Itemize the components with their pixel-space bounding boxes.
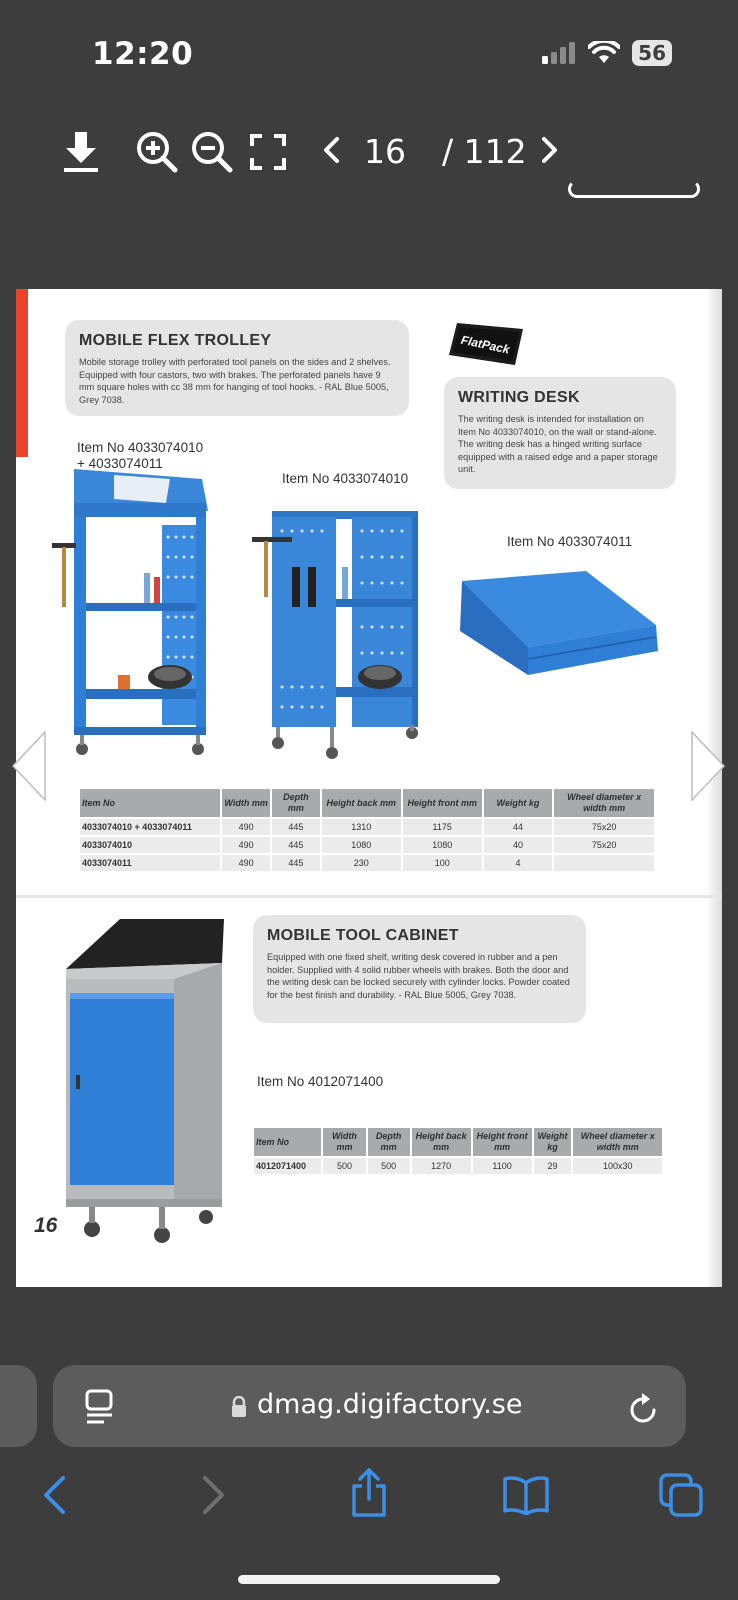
zoom-out-icon[interactable] bbox=[190, 130, 234, 174]
table-cell: 500 bbox=[323, 1156, 365, 1174]
table-header: Height front mm bbox=[403, 789, 482, 817]
total-pages: / 112 bbox=[442, 132, 527, 171]
item-label-trolley: Item No 4033074010 bbox=[282, 471, 409, 486]
previous-page-arrow-icon[interactable] bbox=[11, 730, 47, 802]
table-cell: 29 bbox=[534, 1156, 572, 1174]
table-cell: 490 bbox=[222, 835, 270, 853]
table-cell: 1080 bbox=[403, 835, 482, 853]
url-text[interactable]: dmag.digifactory.se bbox=[257, 1389, 523, 1420]
trolley-info-box bbox=[65, 320, 409, 416]
table-row bbox=[80, 817, 654, 835]
table-cell: 1175 bbox=[403, 817, 482, 835]
table-cell: 445 bbox=[272, 835, 320, 853]
next-page-icon[interactable] bbox=[541, 136, 559, 164]
table-cell: 445 bbox=[272, 853, 320, 871]
next-page-arrow-icon[interactable] bbox=[690, 730, 726, 802]
table-cell: 1310 bbox=[322, 817, 401, 835]
back-icon[interactable] bbox=[41, 1475, 67, 1515]
table-header: Depth mm bbox=[368, 1128, 410, 1156]
table-cell: 1080 bbox=[322, 835, 401, 853]
table-cell: 40 bbox=[484, 835, 553, 853]
table-cell: 1100 bbox=[473, 1156, 532, 1174]
table-cell bbox=[554, 853, 654, 871]
table-row bbox=[80, 835, 654, 853]
status-icons bbox=[542, 40, 672, 66]
trolley-description: Mobile storage trolley with perforated tool panels on the sides and 2 shelves. Equipped with four castors, two with brakes. The perforated panels have 9 mm square holes with cc 38 mm for hanging of tool hooks. - RAL Blue 5005, Grey 7038. bbox=[79, 357, 391, 405]
page-slider[interactable] bbox=[568, 180, 700, 198]
table-header: Height back mm bbox=[412, 1128, 471, 1156]
table-header: Wheel diameter x width mm bbox=[554, 789, 654, 817]
table-header: Weight kg bbox=[534, 1128, 572, 1156]
page-number: 16 bbox=[34, 1214, 58, 1237]
battery-indicator: 56 bbox=[632, 40, 672, 66]
bookmarks-icon[interactable] bbox=[502, 1475, 550, 1515]
table-row bbox=[80, 853, 654, 871]
tabs-icon[interactable] bbox=[659, 1473, 703, 1517]
prev-page-icon[interactable] bbox=[322, 136, 340, 164]
trolley-image bbox=[252, 507, 422, 767]
cabinet-spec-table bbox=[252, 1128, 664, 1174]
table-header: Height back mm bbox=[322, 789, 401, 817]
table-cell: 445 bbox=[272, 817, 320, 835]
trolley-title: MOBILE FLEX TROLLEY bbox=[79, 332, 272, 349]
zoom-in-icon[interactable] bbox=[135, 130, 179, 174]
wifi-icon bbox=[588, 41, 620, 65]
table-cell: 75x20 bbox=[554, 817, 654, 835]
table-header: Height front mm bbox=[473, 1128, 532, 1156]
share-icon[interactable] bbox=[349, 1468, 389, 1518]
table-cell: 1270 bbox=[412, 1156, 471, 1174]
table-cell: 4012071400 bbox=[254, 1156, 321, 1174]
table-header-row bbox=[254, 1128, 662, 1156]
item-label-desk: Item No 4033074011 bbox=[507, 534, 633, 549]
desk-title: WRITING DESK bbox=[458, 389, 580, 406]
reader-icon[interactable] bbox=[84, 1389, 116, 1425]
desk-description: The writing desk is intended for installation on Item No 4033074010, on the wall or stand-alone. The writing desk has a hinged writing surface equipped with a raised edge and a paper storage unit. bbox=[458, 414, 658, 475]
cabinet-title: MOBILE TOOL CABINET bbox=[267, 927, 459, 944]
table-row bbox=[254, 1156, 662, 1174]
table-cell: 100x30 bbox=[573, 1156, 662, 1174]
previous-tab-preview[interactable] bbox=[0, 1365, 37, 1447]
tool-cabinet-image bbox=[64, 917, 234, 1247]
table-cell: 230 bbox=[322, 853, 401, 871]
table-cell: 500 bbox=[368, 1156, 410, 1174]
table-cell: 100 bbox=[403, 853, 482, 871]
table-cell: 490 bbox=[222, 817, 270, 835]
signal-icon bbox=[542, 42, 576, 64]
table-header: Item No bbox=[80, 789, 220, 817]
current-page-number[interactable]: 16 bbox=[364, 132, 406, 171]
fullscreen-icon[interactable] bbox=[250, 134, 286, 170]
desk-info-box bbox=[444, 377, 676, 489]
table-header: Depth mm bbox=[272, 789, 320, 817]
forward-icon[interactable] bbox=[201, 1475, 227, 1515]
svg-text:FlatPack: FlatPack bbox=[459, 332, 511, 357]
table-cell: 490 bbox=[222, 853, 270, 871]
table-cell: 44 bbox=[484, 817, 553, 835]
table-header: Item No bbox=[254, 1128, 321, 1156]
trolley-spec-table bbox=[78, 789, 656, 871]
table-header: Width mm bbox=[323, 1128, 365, 1156]
table-cell: 4033074010 + 4033074011 bbox=[80, 817, 220, 835]
item-label-combo-line1: Item No 4033074010 bbox=[77, 440, 204, 455]
table-cell: 4033074011 bbox=[80, 853, 220, 871]
cabinet-description: Equipped with one fixed shelf, writing desk covered in rubber and a pen holder. Supplied with 4 solid rubber wheels with brakes. Both the door and the writing desk can be locked securely with cylinder locks. Powder coated for the best finish and durability. - RAL Blue 5005, Grey 7038. bbox=[267, 952, 570, 1000]
home-indicator[interactable] bbox=[238, 1575, 500, 1584]
status-time: 12:20 bbox=[92, 36, 194, 72]
flatpack-logo bbox=[447, 319, 525, 367]
item-label-cabinet: Item No 4012071400 bbox=[257, 1074, 384, 1089]
table-header-row bbox=[80, 789, 654, 817]
writing-desk-image bbox=[456, 569, 666, 689]
reload-icon[interactable] bbox=[629, 1392, 659, 1424]
table-header: Weight kg bbox=[484, 789, 553, 817]
lock-icon bbox=[231, 1396, 247, 1418]
document-page bbox=[16, 289, 722, 1287]
table-header: Width mm bbox=[222, 789, 270, 817]
table-cell: 4 bbox=[484, 853, 553, 871]
table-cell: 75x20 bbox=[554, 835, 654, 853]
accent-bar bbox=[16, 289, 28, 457]
trolley-with-desk-image bbox=[52, 467, 217, 762]
item-label-combo-line2: + 4033074011 bbox=[77, 456, 163, 471]
section-divider bbox=[16, 895, 722, 898]
download-icon[interactable] bbox=[62, 130, 100, 174]
cabinet-info-box bbox=[253, 915, 586, 1023]
table-header: Wheel diameter x width mm bbox=[573, 1128, 662, 1156]
table-cell: 4033074010 bbox=[80, 835, 220, 853]
